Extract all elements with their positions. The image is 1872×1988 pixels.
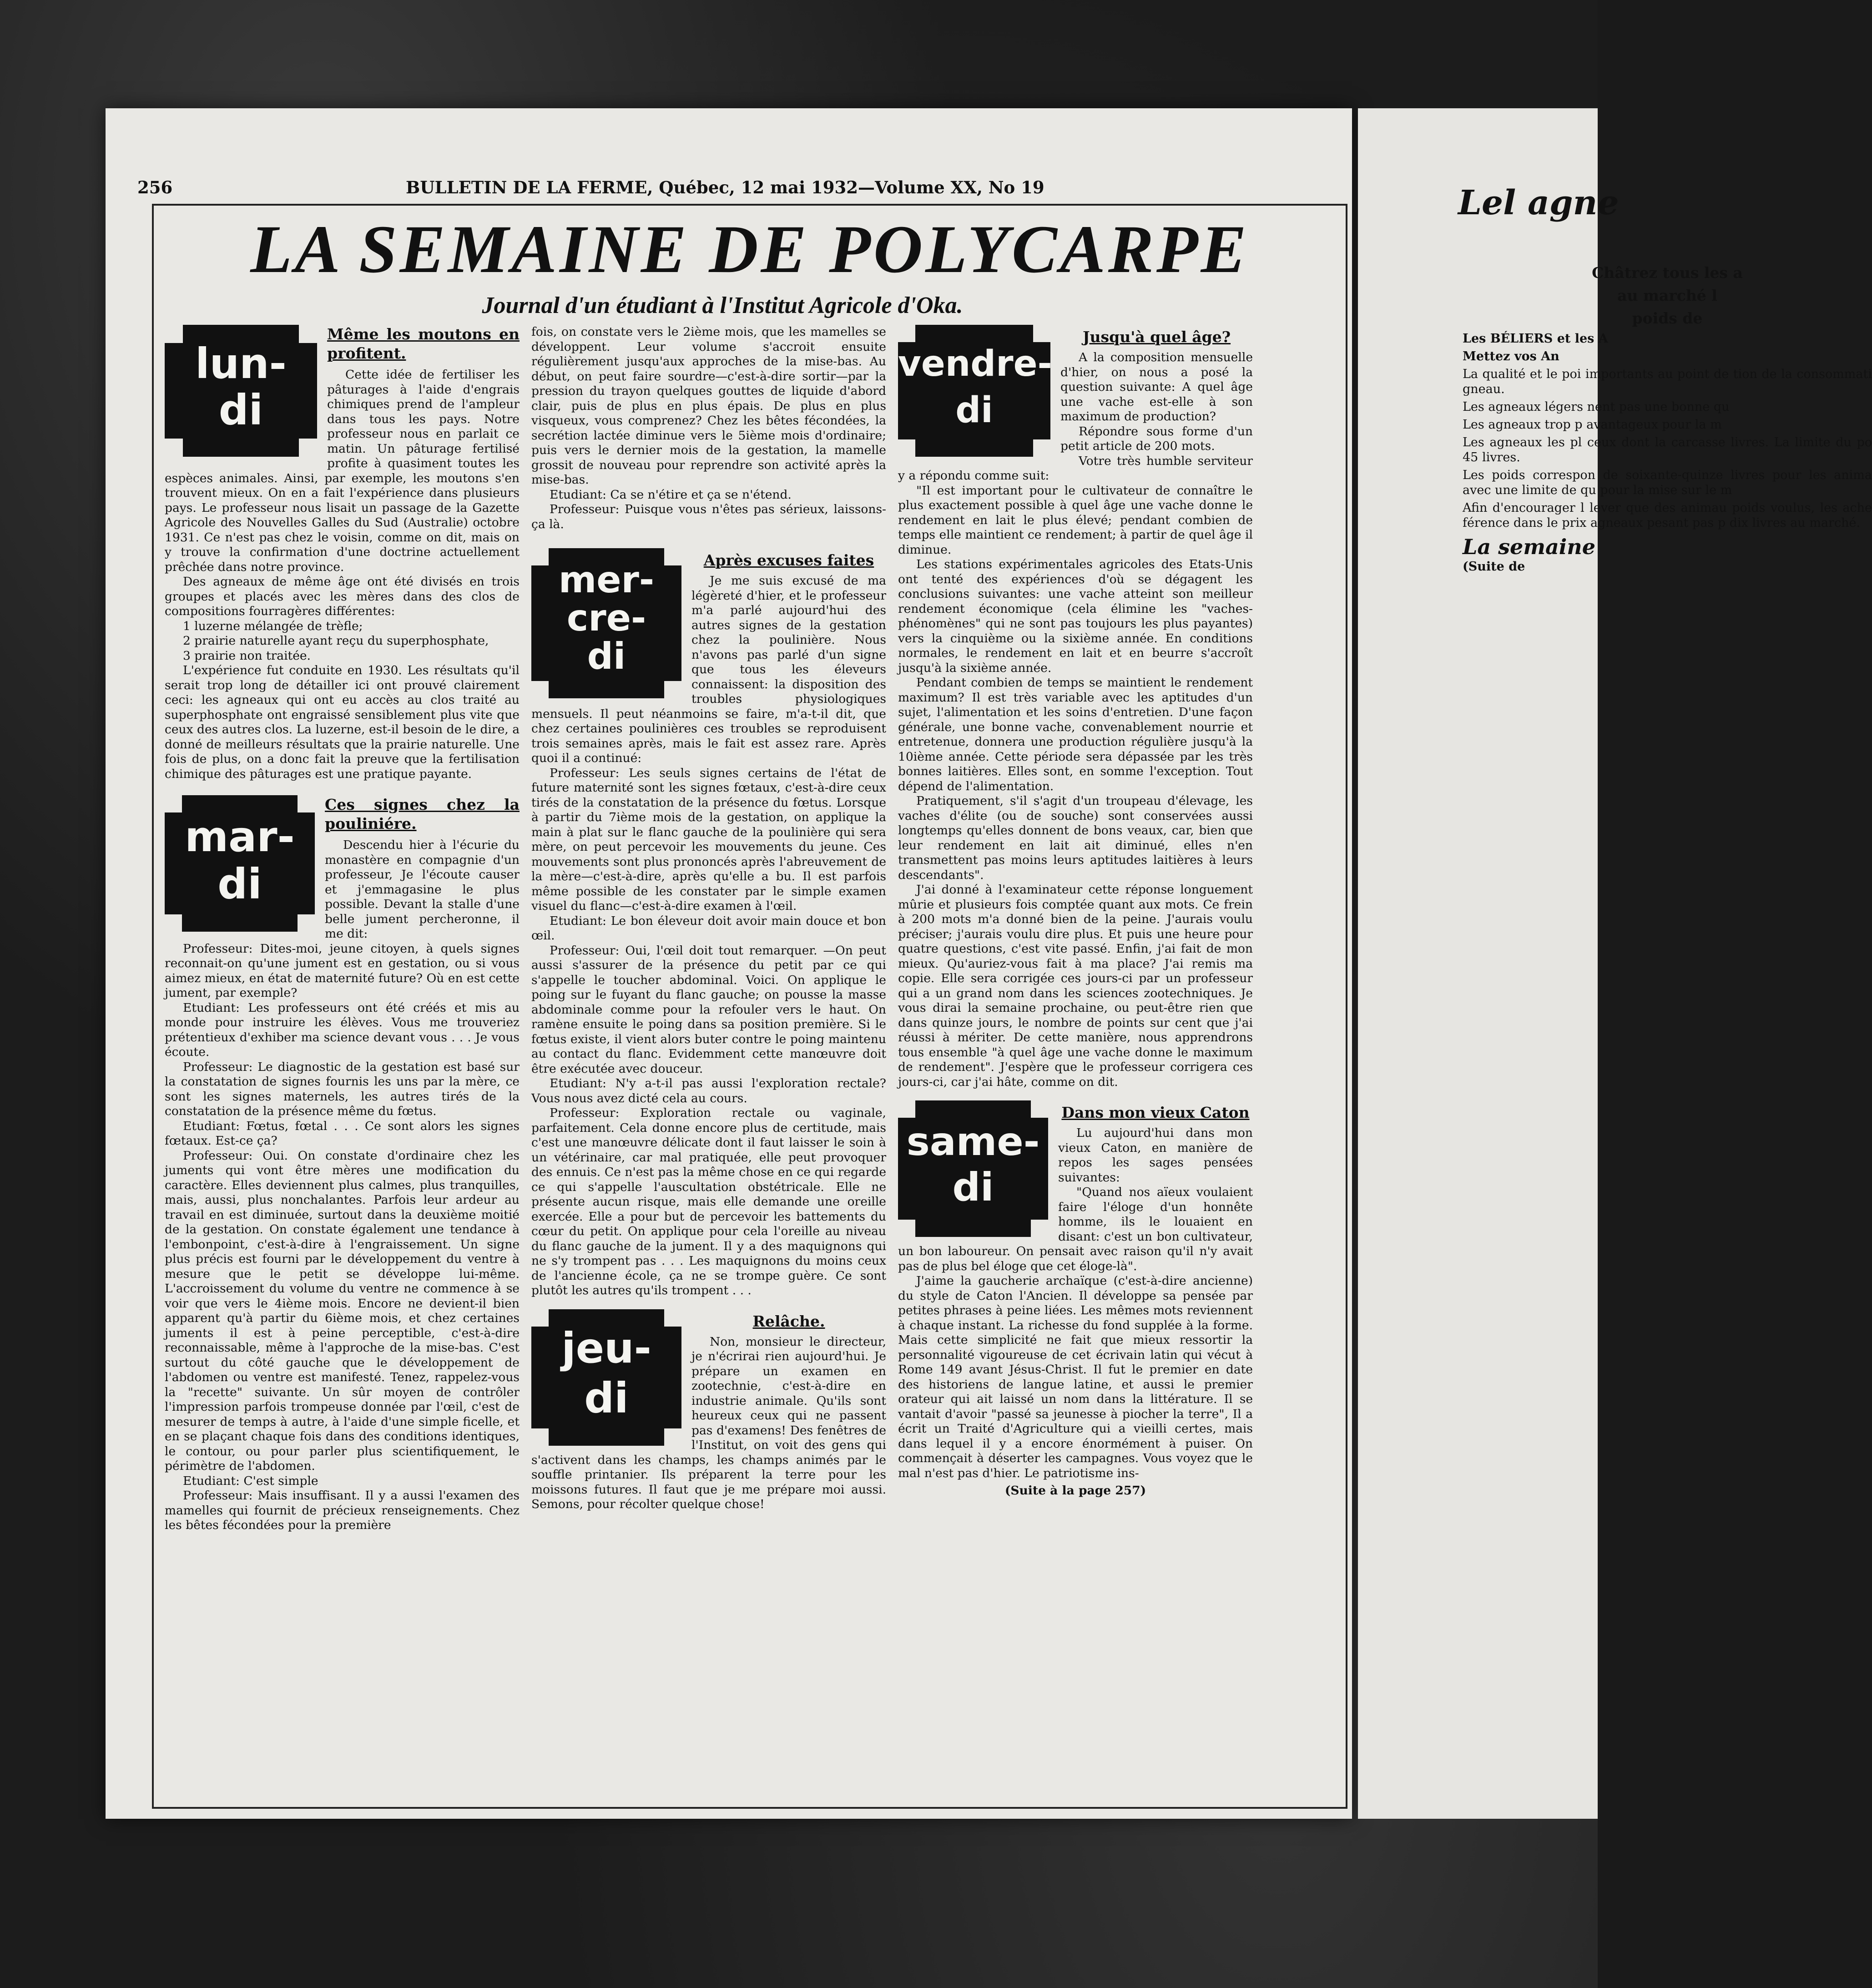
badge-lundi: lun- di <box>165 325 317 457</box>
heading-vendredi: Jusqu'à quel âge? <box>1082 328 1231 346</box>
column-2: fois, on constate vers le 2ième mois, que les mamelles se développent. Leur volume s'accroit ensuite régulièrement jusqu'aux approches de la mise-bas. Au début, on peut faire sourdre—c'est-à-dire sortir—par la pression du trayon quelques gouttes de liquide d'abord clair, puis de plus en plus épais. De plus en plus visqueux, vous comprenez? Chez les bêtes fécondées, la secrétion lactée diminue vers le 5ième mois d'ordinaire; puis vers le dernier mois de la gestation, la mamelle grossit de nouveau pour reprendre son activité après la mise-bas. Etudiant: Ca se n'étire et ça se n'étend. Professeur: Puisque vous n'êtes pas sérieux, laissons-ça là. mer- cre- di Après excuses faites Je me suis excusé de ma légèreté d'hier, et le professeur m'a parlé aujourd'hui des autres signes de la gestation chez la poulinière. Nous n'avons pas parlé d'un signe que tous les éleveurs connaissent: la disposition des troubles physiologiques mensuels. Il peut néanmoins se faire, m'a-t-il dit, que chez certaines poulinières ces troubles se reproduisent trois semaines après, mais le fait est assez rare. Après quoi il a continué: Professeur: Les seuls signes certains de l'état de future maternité sont les signes fœtaux, c'est-à-dire ceux tirés de la constatation de la présence du fœtus. Lorsque à partir du 7ième mois de la gestation, on applique la main à plat sur le flanc gauche de la poulinière qui sera mère, on peut percevoir les mouvements du jeune. Ces mouvements sont plus prononcés après l'abreuvement de la mère—c'est-à-dire, après qu'elle a bu. Il est parfois même possible de les constater par le simple examen visuel du flanc—c'est-à-dire examen à l'œil. Etudiant: Le bon éleveur doit avoir main douce et bon œil. Professeur: Oui, l'œil doit tout remarquer. —On peut aussi s'assurer de la présence du petit par ce qui s'appelle le toucher abdominal. Voici. On applique le poing sur le fuyant du flanc gauche; on pousse la masse abdominale comme pour la refouler vers le haut. On ramène ensuite le poing dans sa position première. Si le fœtus existe, il vient alors buter contre le poing maintenu au contact du flanc. Evidemment cette manœuvre doit être exécutée avec douceur. Etudiant: N'y a-t-il pas aussi l'exploration rectale? Vous nous avez dicté cela au cours. Professeur: Exploration rectale ou vaginale, parfaitement. Cela donne encore plus de certitude, mais c'est une manœuvre délicate dont il faut laisser le soin à un vétérinaire, car mal pratiquée, elle peut provoquer des ennuis. Ce n'est pas la même chose en ce qui regarde ce qui s'appelle l'auscultation obstétricale. Elle ne présente aucun risque, mais elle demande une oreille exercée. Elle a pour but de percevoir les battements du cœur du petit. On applique pour cela l'oreille au niveau du flanc gauche de la jument. Il y a des maquignons qui ne s'y trompent pas . . . Les maquignons du moins ceux de l'ancienne école, ça ne se trompe guère. Ce sont plutôt les autres qu'ils trompent . . . jeu- di Relâche. Non, monsieur le directeur, je n'écrirai rien aujourd'hui. Je prépare un examen en zootechnie, c'est-à-dire en industrie animale. Qu'ils sont heureux ceux qui ne passent pas d'examens! Des fenêtres de l'Institut, on voit des gens qui s'activent dans les champs, les champs animés par le souffle printanier. Ils préparent la terre pour les moissons futures. Il faut que je me prépare moi aussi. Semons, pour récolter quelque chose! <box>531 325 886 1511</box>
adjacent-column: Châtrez tous les a au marché l poids de Les BÉLIERS et les A Mettez vos An La qualité et le poi importants au point de tion de la consommati gneau. Les agneaux légers nent pas une bonne qu Les agneaux trop p avantageux pour la m Les agneaux les pl ceux dont la carcasse livres. La limite du po 45 livres. Les poids correspon de soixante-quinze livres pour les anima avec une limite de qu pour la mise sur le m Afin d'encourager l lever que des animau poids voulus, les ache férence dans le prix agneaux pesant pas p dix livres au marché. La semaine (Suite de <box>1463 264 1872 574</box>
continued-note: (Suite à la page 257) <box>1004 1483 1146 1498</box>
page-title: LA SEMAINE DE POLYCARPE <box>250 212 1249 287</box>
column-3: vendre- di Jusqu'à quel âge? A la composition mensuelle d'hier, on nous a posé la question suivante: A quel âge une vache est-elle à son maximum de production? Répondre sous forme d'un petit article de 200 mots. Votre très humble serviteur y a répondu comme suit: "Il est important pour le cultivateur de connaître le plus exactement possible à quel âge une vache donne le rendement en lait le plus élevé; pendant combien de temps elle maintient ce rendement; à partir de quel âge il diminue. Les stations expérimentales agricoles des Etats-Unis ont tenté des expériences d'où se dégagent les conclusions suivantes: une vache atteint son meilleur rendement économique (cela élimine les "vaches-phénomènes" qui ne sont pas toujours les plus payantes) vers la cinquième ou la sixième année. En conditions normales, le rendement en lait et en beurre s'accroît jusqu'à la sixième année. Pendant combien de temps se maintient le rendement maximum? Il est très variable avec les aptitudes d'un sujet, l'alimentation et les soins d'entretien. D'une façon générale, une bonne vache, convenablement nourrie et entretenue, donnera une production régulière jusqu'à la 10ième année. Cette période sera dépassée par les très bonnes laitières. Elles sont, en somme l'exception. Tout dépend de l'alimentation. Pratiquement, s'il s'agit d'un troupeau d'élevage, les vaches d'élite (ou de souche) sont conservées aussi longtemps qu'elles donnent de bons veaux, car, bien que leur rendement en lait ait diminué, elles n'en transmettent pas moins leurs aptitudes laitières à leurs descendants". J'ai donné à l'examinateur cette réponse longuement mûrie et plusieurs fois comptée quant aux mots. Ce frein à 200 mots m'a donné bien de la peine. J'aurais voulu préciser; j'aurais voulu dire plus. Et puis une heure pour quatre questions, c'est vite passé. Enfin, j'ai fait de mon mieux. Qu'auriez-vous fait à ma place? J'ai remis ma copie. Elle sera corrigée ces jours-ci par un professeur qui a un grand nom dans les sciences zootechniques. Je vous dirai la semaine prochaine, ou peut-être rien que dans quinze jours, le nombre de points sur cent que j'ai réussi à mériter. De cette manière, nous apprendrons tous ensemble "à quel âge une vache donne le maximum de rendement". J'espère que le professeur corrigera ces jours-ci, car j'ai hâte, comme on dit. same- di Dans mon vieux Caton Lu aujourd'hui dans mon vieux Caton, en manière de repos les sages pensées suivantes: "Quand nos aïeux voulaient faire l'éloge d'un honnête homme, ils le louaient en disant: c'est un bon cultivateur, un bon laboureur. On pensait avec raison qu'il n'y avait pas de plus bel éloge que cet éloge-là". J'aime la gaucherie archaïque (c'est-à-dire ancienne) du style de Caton l'Ancien. Il développe sa pensée par petites phrases à peine liées. Les mêmes mots reviennent à chaque instant. La richesse du fond supplée à la forme. Mais cette simplicité ne fait que mieux ressortir la personnalité vigoureuse de cet écrivain latin qui vécut à Rome 149 avant Jésus-Christ. Il fut le premier en date des historiens de langue latine, et aussi le premier orateur qui ait laissé un nom dans la littérature. Il se vantait d'avoir "passé sa jeunesse à piocher la terre", Il a écrit un Traité d'Agriculture qui a vieilli certes, mais dans lequel il y a encore énormément à puiser. On commençait à déserter les campagnes. Vous voyez que le mal n'est pas d'hier. Le patriotisme ins- (Suite à la page 257) <box>898 325 1253 1799</box>
adjacent-page <box>1358 108 1872 1819</box>
newspaper-page <box>106 108 1352 1819</box>
article-frame <box>152 204 1347 1809</box>
column-1: lun- di Même les moutons en profitent. Cette idée de fertiliser les pâturages à l'aide d'engrais chimiques prend de l'ampleur dans tous les pays. Notre professeur nous en parlait ce matin. Un pâturage fertilisé profite à quasiment toutes les espèces animales. Ainsi, par exemple, les moutons s'en trouvent mieux. On en a fait l'expérience dans plusieurs pays. Le professeur nous lisait un passage de la Gazette Agricole des Nouvelles Galles du Sud (Australie) octobre 1931. Ce n'est pas chez le voisin, comme on dit, mais on y trouve la confirmation d'une doctrine actuellement prêchée dans notre province. Des agneaux de même âge ont été divisés en trois groupes et placés avec les mères dans des clos de compositions fourragères différentes: 1 luzerne mélangée de trèfle; 2 prairie naturelle ayant reçu du superphosphate, 3 prairie non traitée. L'expérience fut conduite en 1930. Les résultats qu'il serait trop long de détailler ici ont prouvé clairement ceci: les agneaux qui ont eu accès au clos traité au superphosphate ont engraissé sensiblement plus vite que ceux des autres clos. La luzerne, est-il besoin de le dire, a donné de meilleurs résultats que la prairie naturelle. Une fois de plus, on a donc fait la preuve que la fertilisation chimique des pâturages est une pratique payante. mar- di Ces signes chez la pouliniére. Descendu hier à l'écurie du monastère en compagnie d'un professeur, Je l'écoute causer et j'emmagasine le plus possible. Devant la stalle d'une belle jument percheronne, il me dit: Professeur: Dites-moi, jeune citoyen, à quels signes reconnait-on qu'une jument est en gestation, ou si vous aimez mieux, en état de maternité future? Où en est cette jument, par exemple? Etudiant: Les professeurs ont été créés et mis au monde pour instruire les élèves. Vous me trouveriez prétentieux d'exhiber ma science devant vous . . . Je vous écoute. Professeur: Le diagnostic de la gestation est basé sur la constatation de signes fournis les uns par la mère, ce sont les signes maternels, les autres tirés de la constatation de la présence même du fœtus. Etudiant: Fœtus, fœtal . . . Ce sont alors les signes fœtaux. Est-ce ça? Professeur: Oui. On constate d'ordinaire chez les juments qui vont être mères une modification du caractère. Elles deviennent plus calmes, plus tranquilles, mais, aussi, plus nonchalantes. Parfois leur ardeur au travail en est diminuée, surtout dans la deuxième moitié de la gestation. On constate également une tendance à l'embonpoint, c'est-à-dire à l'engraissement. Un signe plus précis est fourni par le développement du ventre à mesure que le petit se développe lui-même. L'accroissement du volume du ventre ne commence à se voir que vers le 4ième mois. Encore ne devient-il bien apparent qu'à partir du 6ième mois, et chez certaines juments il est à peine perceptible, c'est-à-dire reconnaissable, même à l'approche de la mise-bas. C'est surtout du côté gauche que le développement de l'abdomen ou ventre est manifesté. Tenez, rappelez-vous la "recette" suivante. Un sûr moyen de contrôler l'impression parfois trompeuse donnée par l'œil, c'est de mesurer de temps à autre, à l'aide d'une simple ficelle, et en se plaçant chaque fois dans des conditions identiques, le contour, ou pour parler plus scientifiquement, le périmètre de l'abdomen. Etudiant: C'est simple Professeur: Mais insuffisant. Il y a aussi l'examen des mamelles qui fournit de précieux renseignements. Chez les bêtes fécondées pour la première <box>165 325 520 1532</box>
page-number: 256 <box>137 177 173 197</box>
badge-samedi: same- di <box>898 1100 1048 1237</box>
adjacent-page-title: Lel agne <box>1458 183 1619 222</box>
running-title: BULLETIN DE LA FERME, Québec, 12 mai 1932—Volume XX, No 19 <box>406 177 1044 197</box>
heading-jeudi: Relâche. <box>752 1312 825 1330</box>
heading-samedi: Dans mon vieux Caton <box>1061 1104 1250 1121</box>
badge-vendredi: vendre- di <box>898 325 1050 457</box>
heading-lundi: Même les moutons en profitent. <box>327 325 520 362</box>
page-subtitle: Journal d'un étudiant à l'Institut Agricole d'Oka. <box>482 293 963 318</box>
badge-mardi: mar- di <box>165 795 315 932</box>
heading-mardi: Ces signes chez la pouliniére. <box>325 796 520 833</box>
badge-jeudi: jeu- di <box>531 1309 681 1446</box>
heading-mercredi: Après excuses faites <box>703 551 874 569</box>
badge-mercredi: mer- cre- di <box>531 548 681 698</box>
